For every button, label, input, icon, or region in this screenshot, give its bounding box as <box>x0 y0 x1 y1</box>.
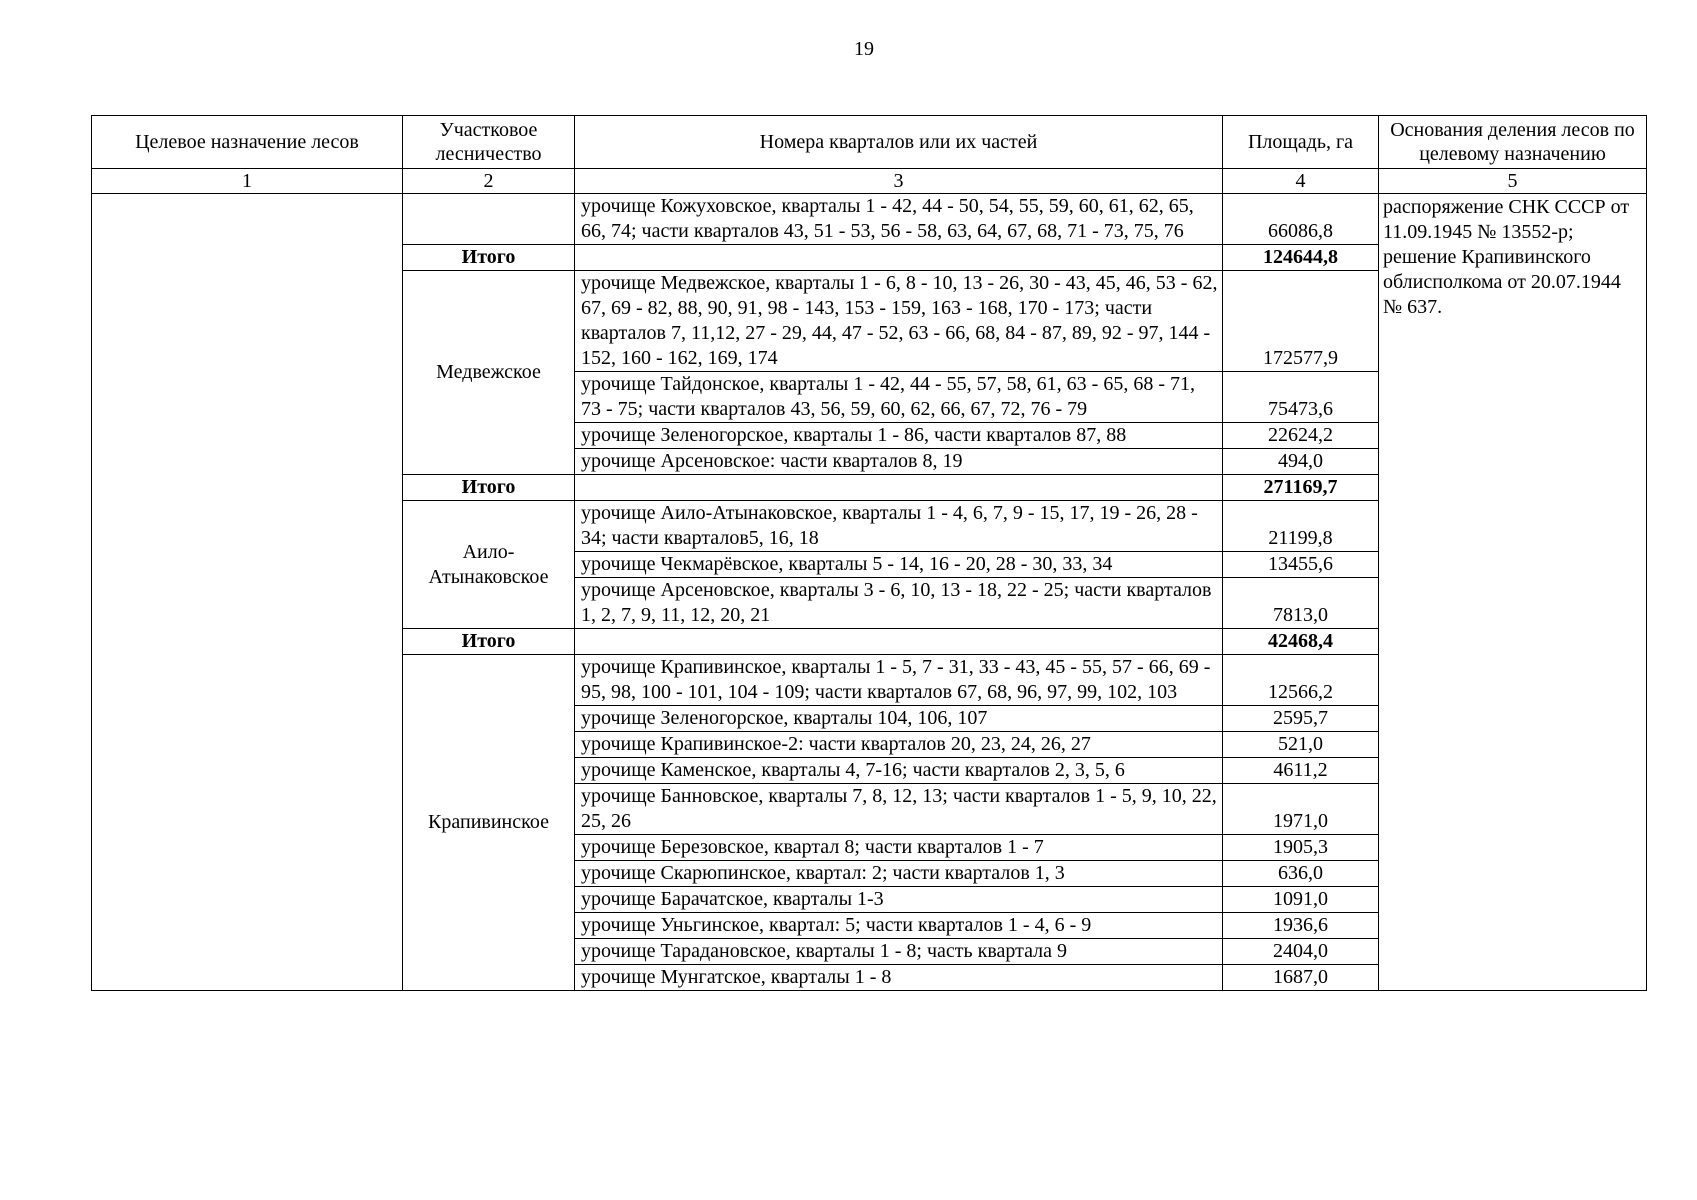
area-cell: 22624,2 <box>1223 423 1379 449</box>
area-cell: 75473,6 <box>1223 372 1379 423</box>
forestry-cell <box>403 194 575 245</box>
header-area: Площадь, га <box>1223 116 1379 169</box>
area-cell: 172577,9 <box>1223 271 1379 372</box>
table-row <box>92 194 1647 245</box>
total-label: Итого <box>403 629 575 655</box>
area-cell: 1905,3 <box>1223 835 1379 861</box>
basis-cell: распоряжение СНК СССР от 11.09.1945 № 13552-р; решение Крапивинского облисполкома от 20.07.1944 № 637. <box>1379 194 1647 991</box>
total-area: 271169,7 <box>1223 475 1379 501</box>
area-cell: 521,0 <box>1223 732 1379 758</box>
quarters-cell: урочище Чекмарёвское, кварталы 5 - 14, 16 - 20, 28 - 30, 33, 34 <box>575 552 1223 578</box>
forestry-name: Аило-Атынаковское <box>403 501 575 629</box>
quarters-cell: урочище Зеленогорское, кварталы 104, 106, 107 <box>575 706 1223 732</box>
area-cell: 12566,2 <box>1223 655 1379 706</box>
quarters-cell: урочище Тайдонское, кварталы 1 - 42, 44 - 55, 57, 58, 61, 63 - 65, 68 - 71, 73 - 75; части кварталов 43, 56, 59, 60, 62, 66, 67, 72, 76 - 79 <box>575 372 1223 423</box>
quarters-cell: урочище Арсеновское, кварталы 3 - 6, 10, 13 - 18, 22 - 25; части кварталов 1, 2, 7, 9, 11, 12, 20, 21 <box>575 578 1223 629</box>
header-basis: Основания деления лесов по целевому назначению <box>1379 116 1647 169</box>
quarters-cell: урочище Каменское, кварталы 4, 7-16; части кварталов 2, 3, 5, 6 <box>575 758 1223 784</box>
area-cell: 1687,0 <box>1223 965 1379 991</box>
quarters-cell: урочище Березовское, квартал 8; части кварталов 1 - 7 <box>575 835 1223 861</box>
header-forestry: Участковое лесничество <box>403 116 575 169</box>
quarters-cell: урочище Кожуховское, кварталы 1 - 42, 44 - 50, 54, 55, 59, 60, 61, 62, 65, 66, 74; части кварталов 43, 51 - 53, 56 - 58, 63, 64, 67, 68, 71 - 73, 75, 76 <box>575 194 1223 245</box>
column-number: 4 <box>1223 169 1379 194</box>
area-cell: 1091,0 <box>1223 887 1379 913</box>
quarters-cell: урочище Крапивинское, кварталы 1 - 5, 7 - 31, 33 - 43, 45 - 55, 57 - 66, 69 - 95, 98, 100 - 101, 104 - 109; части кварталов 67, 68, 96, 97, 99, 102, 103 <box>575 655 1223 706</box>
quarters-cell <box>575 475 1223 501</box>
area-cell: 13455,6 <box>1223 552 1379 578</box>
page-number: 19 <box>854 38 874 60</box>
forestry-name: Крапивинское <box>403 655 575 991</box>
column-number: 2 <box>403 169 575 194</box>
quarters-cell: урочище Барачатское, кварталы 1-3 <box>575 887 1223 913</box>
area-cell: 7813,0 <box>1223 578 1379 629</box>
quarters-cell: урочище Зеленогорское, кварталы 1 - 86, части кварталов 87, 88 <box>575 423 1223 449</box>
column-number: 3 <box>575 169 1223 194</box>
total-area: 42468,4 <box>1223 629 1379 655</box>
area-cell: 2404,0 <box>1223 939 1379 965</box>
quarters-cell: урочище Крапивинское-2: части кварталов 20, 23, 24, 26, 27 <box>575 732 1223 758</box>
total-label: Итого <box>403 245 575 271</box>
quarters-cell: урочище Мунгатское, кварталы 1 - 8 <box>575 965 1223 991</box>
quarters-cell: урочище Арсеновское: части кварталов 8, 19 <box>575 449 1223 475</box>
forestry-name: Медвежское <box>403 271 575 475</box>
header-purpose: Целевое назначение лесов <box>92 116 403 169</box>
area-cell: 1936,6 <box>1223 913 1379 939</box>
quarters-cell: урочище Медвежское, кварталы 1 - 6, 8 - 10, 13 - 26, 30 - 43, 45, 46, 53 - 62, 67, 69 - 82, 88, 90, 91, 98 - 143, 153 - 159, 163 - 168, 170 - 173; части кварталов 7, 11,12, 27 - 29, 44, 47 - 52, 63 - 66, 68, 84 - 87, 89, 92 - 97, 144 - 152, 160 - 162, 169, 174 <box>575 271 1223 372</box>
area-cell: 1971,0 <box>1223 784 1379 835</box>
quarters-cell: урочище Скарюпинское, квартал: 2; части кварталов 1, 3 <box>575 861 1223 887</box>
quarters-cell: урочище Тараданoвское, кварталы 1 - 8; часть квартала 9 <box>575 939 1223 965</box>
forest-table <box>91 115 1647 991</box>
area-cell: 66086,8 <box>1223 194 1379 245</box>
area-cell: 4611,2 <box>1223 758 1379 784</box>
header-quarters: Номера кварталов или их частей <box>575 116 1223 169</box>
area-cell: 21199,8 <box>1223 501 1379 552</box>
quarters-cell <box>575 629 1223 655</box>
area-cell: 636,0 <box>1223 861 1379 887</box>
total-label: Итого <box>403 475 575 501</box>
quarters-cell <box>575 245 1223 271</box>
column-number: 5 <box>1379 169 1647 194</box>
total-area: 124644,8 <box>1223 245 1379 271</box>
quarters-cell: урочище Банновское, кварталы 7, 8, 12, 13; части кварталов 1 - 5, 9, 10, 22, 25, 26 <box>575 784 1223 835</box>
quarters-cell: урочище Аило-Атынаковское, кварталы 1 - 4, 6, 7, 9 - 15, 17, 19 - 26, 28 - 34; части кварталов5, 16, 18 <box>575 501 1223 552</box>
quarters-cell: урочище Уньгинское, квартал: 5; части кварталов 1 - 4, 6 - 9 <box>575 913 1223 939</box>
column-number-row <box>92 169 1647 194</box>
area-cell: 2595,7 <box>1223 706 1379 732</box>
column-number: 1 <box>92 169 403 194</box>
purpose-cell <box>92 194 403 991</box>
header-row <box>92 116 1647 169</box>
area-cell: 494,0 <box>1223 449 1379 475</box>
